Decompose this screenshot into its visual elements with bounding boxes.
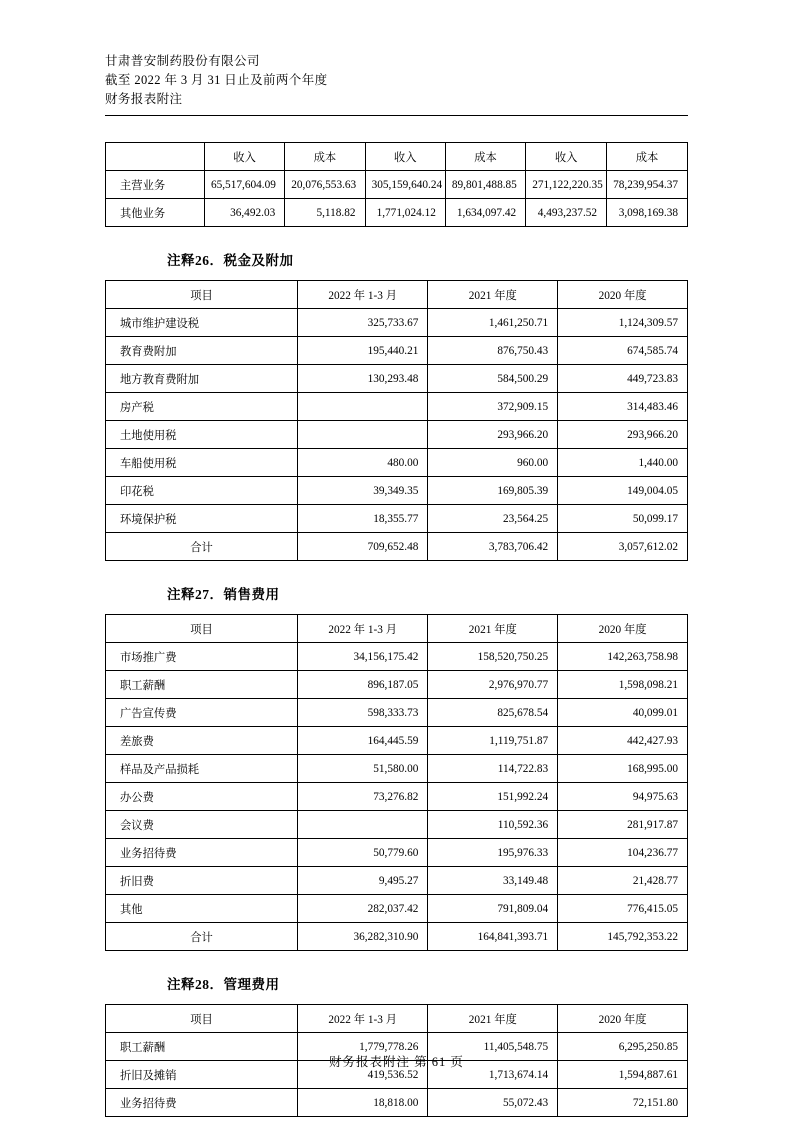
total-value: 145,792,353.22: [558, 923, 688, 951]
document-header: [105, 52, 688, 109]
row-value: 1,634,097.42: [445, 199, 525, 227]
row-value: 2,976,970.77: [428, 671, 558, 699]
row-label: 城市维护建设税: [106, 309, 298, 337]
row-value: 5,118.82: [285, 199, 365, 227]
total-label: 合计: [106, 923, 298, 951]
row-value: 584,500.29: [428, 365, 558, 393]
header-cell: 成本: [285, 143, 365, 171]
table-row: [106, 895, 688, 923]
continued-revenue-table: [105, 142, 688, 227]
row-value: 1,440.00: [558, 449, 688, 477]
row-value: 73,276.82: [298, 783, 428, 811]
row-value: 39,349.35: [298, 477, 428, 505]
row-value: 3,098,169.38: [607, 199, 688, 227]
row-label: 样品及产品损耗: [106, 755, 298, 783]
table-row: [106, 755, 688, 783]
header-cell: 2021 年度: [428, 1005, 558, 1033]
total-value: 164,841,393.71: [428, 923, 558, 951]
total-value: 3,057,612.02: [558, 533, 688, 561]
row-value: [298, 421, 428, 449]
table-row: [106, 671, 688, 699]
table-header-row: [106, 1005, 688, 1033]
note28-title: 注释28．管理费用: [167, 977, 280, 992]
row-value: 325,733.67: [298, 309, 428, 337]
total-value: 3,783,706.42: [428, 533, 558, 561]
note27-title: 注释27．销售费用: [167, 587, 280, 602]
header-cell: 2020 年度: [558, 1005, 688, 1033]
row-value: 6,295,250.85: [558, 1033, 688, 1061]
header-divider: [105, 115, 688, 116]
row-value: 419,536.52: [298, 1061, 428, 1089]
note26-table: [105, 280, 688, 561]
row-value: 674,585.74: [558, 337, 688, 365]
row-value: [298, 393, 428, 421]
table-row: [106, 839, 688, 867]
row-value: 449,723.83: [558, 365, 688, 393]
table-row: [106, 727, 688, 755]
row-label: 印花税: [106, 477, 298, 505]
row-label: 办公费: [106, 783, 298, 811]
row-value: 89,801,488.85: [445, 171, 525, 199]
header-cell: 2021 年度: [428, 281, 558, 309]
header-cell: 2021 年度: [428, 615, 558, 643]
row-value: 23,564.25: [428, 505, 558, 533]
header-cell: 收入: [204, 143, 284, 171]
table-row: [106, 477, 688, 505]
row-value: 282,037.42: [298, 895, 428, 923]
row-value: 1,779,778.26: [298, 1033, 428, 1061]
table-row: [106, 811, 688, 839]
row-label: 折旧及摊销: [106, 1061, 298, 1089]
table-row: [106, 171, 688, 199]
row-value: 1,594,887.61: [558, 1061, 688, 1089]
row-value: 168,995.00: [558, 755, 688, 783]
row-value: 314,483.46: [558, 393, 688, 421]
row-label: 差旅费: [106, 727, 298, 755]
table-row: [106, 449, 688, 477]
table-row: [106, 699, 688, 727]
row-value: 9,495.27: [298, 867, 428, 895]
row-value: 142,263,758.98: [558, 643, 688, 671]
row-value: 158,520,750.25: [428, 643, 558, 671]
row-label: 其他: [106, 895, 298, 923]
row-value: 876,750.43: [428, 337, 558, 365]
header-cell: 2022 年 1-3 月: [298, 615, 428, 643]
row-value: 791,809.04: [428, 895, 558, 923]
table-row: [106, 505, 688, 533]
row-value: 51,580.00: [298, 755, 428, 783]
header-cell: 2022 年 1-3 月: [298, 281, 428, 309]
row-value: 271,122,220.35: [526, 171, 607, 199]
row-value: 149,004.05: [558, 477, 688, 505]
table-row: [106, 199, 688, 227]
table-row: [106, 421, 688, 449]
row-value: 50,099.17: [558, 505, 688, 533]
row-label: 主营业务: [106, 171, 205, 199]
row-label: 地方教育费附加: [106, 365, 298, 393]
row-value: 293,966.20: [428, 421, 558, 449]
row-value: 825,678.54: [428, 699, 558, 727]
row-value: 40,099.01: [558, 699, 688, 727]
row-value: 4,493,237.52: [526, 199, 607, 227]
table-row: [106, 1089, 688, 1117]
page-footer: 财务报表附注 第 61 页: [329, 1055, 464, 1069]
table-header-row: [106, 615, 688, 643]
header-cell: 项目: [106, 1005, 298, 1033]
row-label: 职工薪酬: [106, 671, 298, 699]
row-value: 20,076,553.63: [285, 171, 365, 199]
table-total-row: [106, 923, 688, 951]
row-value: 18,355.77: [298, 505, 428, 533]
company-name: 甘肃普安制药股份有限公司: [105, 54, 260, 68]
note27-table: [105, 614, 688, 951]
row-value: 442,427.93: [558, 727, 688, 755]
row-value: 130,293.48: [298, 365, 428, 393]
row-label: 教育费附加: [106, 337, 298, 365]
row-label: 环境保护税: [106, 505, 298, 533]
row-label: 业务招待费: [106, 1089, 298, 1117]
header-cell: 收入: [365, 143, 445, 171]
row-value: 21,428.77: [558, 867, 688, 895]
row-value: 293,966.20: [558, 421, 688, 449]
table-row: [106, 783, 688, 811]
row-label: 业务招待费: [106, 839, 298, 867]
row-value: [298, 811, 428, 839]
row-value: 11,405,548.75: [428, 1033, 558, 1061]
document-subtitle: 财务报表附注: [105, 92, 183, 106]
row-value: 65,517,604.09: [204, 171, 284, 199]
row-value: 960.00: [428, 449, 558, 477]
row-value: 776,415.05: [558, 895, 688, 923]
row-value: 480.00: [298, 449, 428, 477]
period-line: 截至 2022 年 3 月 31 日止及前两个年度: [105, 73, 328, 87]
row-value: 896,187.05: [298, 671, 428, 699]
row-value: 1,713,674.14: [428, 1061, 558, 1089]
row-value: 1,771,024.12: [365, 199, 445, 227]
row-value: 72,151.80: [558, 1089, 688, 1117]
row-value: 33,149.48: [428, 867, 558, 895]
header-cell: 项目: [106, 281, 298, 309]
total-value: 709,652.48: [298, 533, 428, 561]
row-value: 1,461,250.71: [428, 309, 558, 337]
row-value: 114,722.83: [428, 755, 558, 783]
header-cell: [106, 143, 205, 171]
header-cell: 收入: [526, 143, 607, 171]
table-row: [106, 337, 688, 365]
row-label: 会议费: [106, 811, 298, 839]
row-value: 1,119,751.87: [428, 727, 558, 755]
row-value: 78,239,954.37: [607, 171, 688, 199]
row-label: 其他业务: [106, 199, 205, 227]
row-value: 94,975.63: [558, 783, 688, 811]
row-label: 房产税: [106, 393, 298, 421]
total-value: 36,282,310.90: [298, 923, 428, 951]
row-value: 104,236.77: [558, 839, 688, 867]
row-label: 土地使用税: [106, 421, 298, 449]
row-value: 169,805.39: [428, 477, 558, 505]
table-header-row: [106, 281, 688, 309]
table-row: [106, 309, 688, 337]
row-value: 164,445.59: [298, 727, 428, 755]
row-value: 34,156,175.42: [298, 643, 428, 671]
row-value: 18,818.00: [298, 1089, 428, 1117]
table-row: [106, 643, 688, 671]
row-label: 广告宣传费: [106, 699, 298, 727]
header-cell: 2020 年度: [558, 615, 688, 643]
row-value: 195,440.21: [298, 337, 428, 365]
header-cell: 2022 年 1-3 月: [298, 1005, 428, 1033]
row-value: 195,976.33: [428, 839, 558, 867]
row-value: 1,598,098.21: [558, 671, 688, 699]
table-row: [106, 393, 688, 421]
row-label: 折旧费: [106, 867, 298, 895]
row-label: 职工薪酬: [106, 1033, 298, 1061]
header-cell: 项目: [106, 615, 298, 643]
row-value: 598,333.73: [298, 699, 428, 727]
row-label: 车船使用税: [106, 449, 298, 477]
header-cell: 成本: [445, 143, 525, 171]
header-cell: 2020 年度: [558, 281, 688, 309]
note26-title: 注释26．税金及附加: [167, 253, 294, 268]
row-label: 市场推广费: [106, 643, 298, 671]
row-value: 1,124,309.57: [558, 309, 688, 337]
header-cell: 成本: [607, 143, 688, 171]
total-label: 合计: [106, 533, 298, 561]
row-value: 305,159,640.24: [365, 171, 445, 199]
row-value: 151,992.24: [428, 783, 558, 811]
row-value: 281,917.87: [558, 811, 688, 839]
table-header-row: [106, 143, 688, 171]
row-value: 50,779.60: [298, 839, 428, 867]
table-total-row: [106, 533, 688, 561]
table-row: [106, 867, 688, 895]
row-value: 372,909.15: [428, 393, 558, 421]
table-row: [106, 365, 688, 393]
row-value: 55,072.43: [428, 1089, 558, 1117]
row-value: 110,592.36: [428, 811, 558, 839]
row-value: 36,492.03: [204, 199, 284, 227]
